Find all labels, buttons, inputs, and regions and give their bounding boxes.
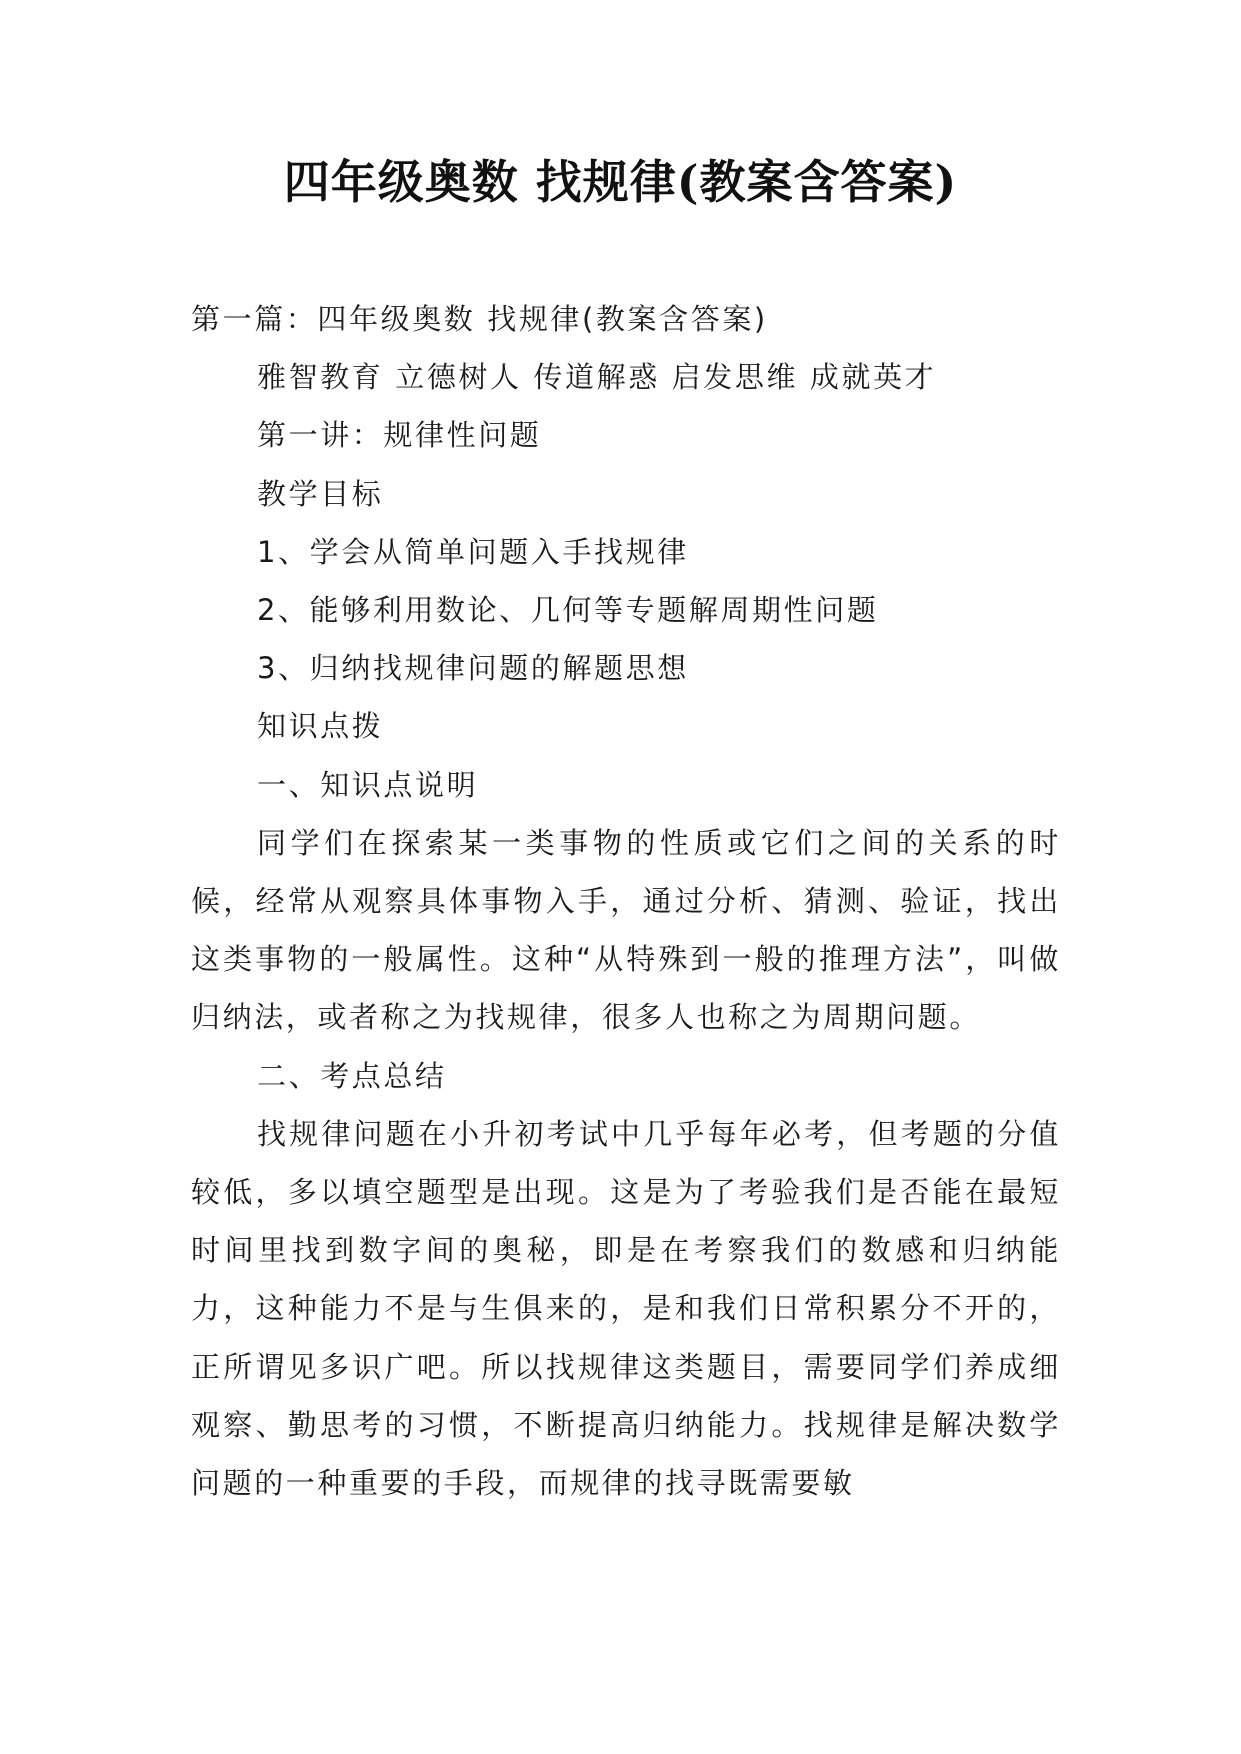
document-body (191, 290, 1061, 1512)
section-heading: 二、考点总结 (257, 1058, 447, 1093)
document-title: 四年级奥数 找规律(教案含答案) (283, 155, 958, 209)
goals-heading: 教学目标 (257, 476, 384, 511)
section-paragraph: 找规律问题在小升初考试中几乎每年必考，但考题的分值较低，多以填空题型是出现。这是为了考验我们是否能在最短时间里找到数字间的奥秘，即是在考察我们的数感和归纳能力，这种能力不是与生俱来的，是和我们日常积累分不开的，正所谓见多识广吧。所以找规律这类题目，需要同学们养成细观察、勤思考的习惯，不断提高归纳能力。找规律是解决数学问题的一种重要的手段，而规律的找寻既需要敏 (191, 1116, 1061, 1501)
section-paragraph: 同学们在探索某一类事物的性质或它们之间的关系的时候，经常从观察具体事物入手，通过分析、猜测、验证，找出这类事物的一般属性。这种“从特殊到一般的推理方法”，叫做归纳法，或者称之为找规律，很多人也称之为周期问题。 (191, 825, 1061, 1035)
section-heading: 一、知识点说明 (257, 767, 479, 802)
motto-line: 雅智教育 立德树人 传道解惑 启发思维 成就英才 (257, 360, 937, 395)
goal-item: 1、学会从简单问题入手找规律 (257, 534, 689, 569)
goal-item: 3、归纳找规律问题的解题思想 (257, 651, 689, 686)
chapter-heading: 第一篇：四年级奥数 找规律(教案含答案) (191, 302, 768, 336)
goal-item: 2、能够利用数论、几何等专题解周期性问题 (257, 593, 879, 628)
knowledge-heading: 知识点拨 (257, 709, 384, 744)
lecture-title: 第一讲：规律性问题 (257, 418, 542, 453)
